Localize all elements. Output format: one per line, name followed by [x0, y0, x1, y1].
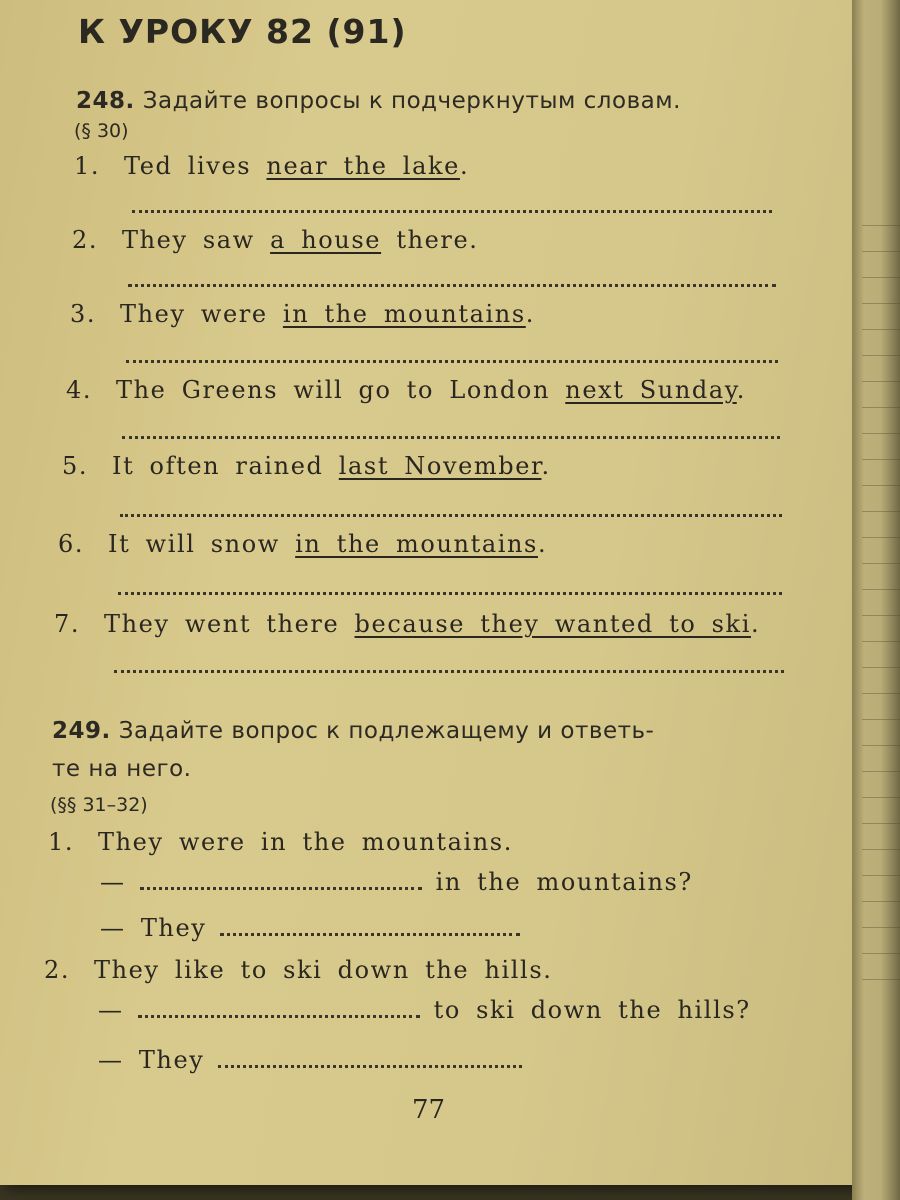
ex248-item-5: 5. It often rained last November.	[62, 452, 551, 480]
exercise-249-number: 249.	[52, 718, 111, 744]
question-blank-1[interactable]	[140, 887, 422, 890]
answer-line-1[interactable]	[132, 210, 772, 213]
question-blank-2[interactable]	[138, 1015, 420, 1018]
ex249-item-1-answer: — They	[100, 914, 534, 942]
answer-line-4[interactable]	[122, 436, 780, 439]
underlined-phrase: in the mountains	[282, 300, 526, 328]
underlined-phrase: because they wanted to ski	[354, 610, 751, 638]
underlined-phrase: in the mountains	[295, 530, 538, 558]
ex248-item-6: 6. It will snow in the mountains.	[58, 530, 548, 558]
underlined-phrase: next Sunday	[565, 376, 737, 404]
answer-blank-1[interactable]	[220, 933, 520, 936]
exercise-249-title	[52, 718, 654, 744]
ex249-item-1-question: — in the mountains?	[100, 868, 693, 896]
ex248-item-4: 4. The Greens will go to London next Sunday.	[66, 376, 746, 404]
answer-blank-2[interactable]	[218, 1065, 522, 1068]
exercise-248-number: 248.	[76, 88, 135, 114]
answer-line-7[interactable]	[114, 670, 784, 673]
exercise-248-instruction: Задайте вопросы к подчеркнутым словам.	[142, 88, 681, 114]
ex248-item-2: 2. They saw a house there.	[72, 226, 479, 254]
answer-line-3[interactable]	[126, 360, 778, 363]
exercise-249-instruction-2: те на него.	[52, 756, 192, 782]
lesson-header: К УРОКУ 82 (91)	[78, 12, 407, 51]
page-number: 77	[412, 1095, 446, 1125]
underlined-phrase: last November	[338, 452, 542, 480]
next-page-lines	[862, 220, 900, 980]
ex249-item-1: 1. They were in the mountains.	[48, 828, 513, 856]
ex249-item-2: 2. They like to ski down the hills.	[44, 956, 553, 984]
exercise-248-title	[76, 88, 681, 114]
ex249-item-2-question: — to ski down the hills?	[98, 996, 751, 1024]
ex248-item-7: 7. They went there because they wanted to ski.	[54, 610, 761, 638]
ex248-item-1: 1. Ted lives near the lake.	[74, 152, 470, 180]
exercise-248-reference: (§ 30)	[74, 120, 129, 142]
answer-line-2[interactable]	[128, 284, 776, 287]
exercise-249-reference: (§§ 31–32)	[50, 794, 148, 816]
underlined-phrase: a house	[270, 226, 382, 254]
underlined-phrase: near the lake	[266, 152, 460, 180]
ex248-item-3: 3. They were in the mountains.	[70, 300, 535, 328]
ex249-item-2-answer: — They	[98, 1046, 536, 1074]
answer-line-6[interactable]	[118, 592, 782, 595]
answer-line-5[interactable]	[120, 514, 782, 517]
exercise-249-instruction-1: Задайте вопрос к подлежащему и ответь-	[118, 718, 655, 744]
